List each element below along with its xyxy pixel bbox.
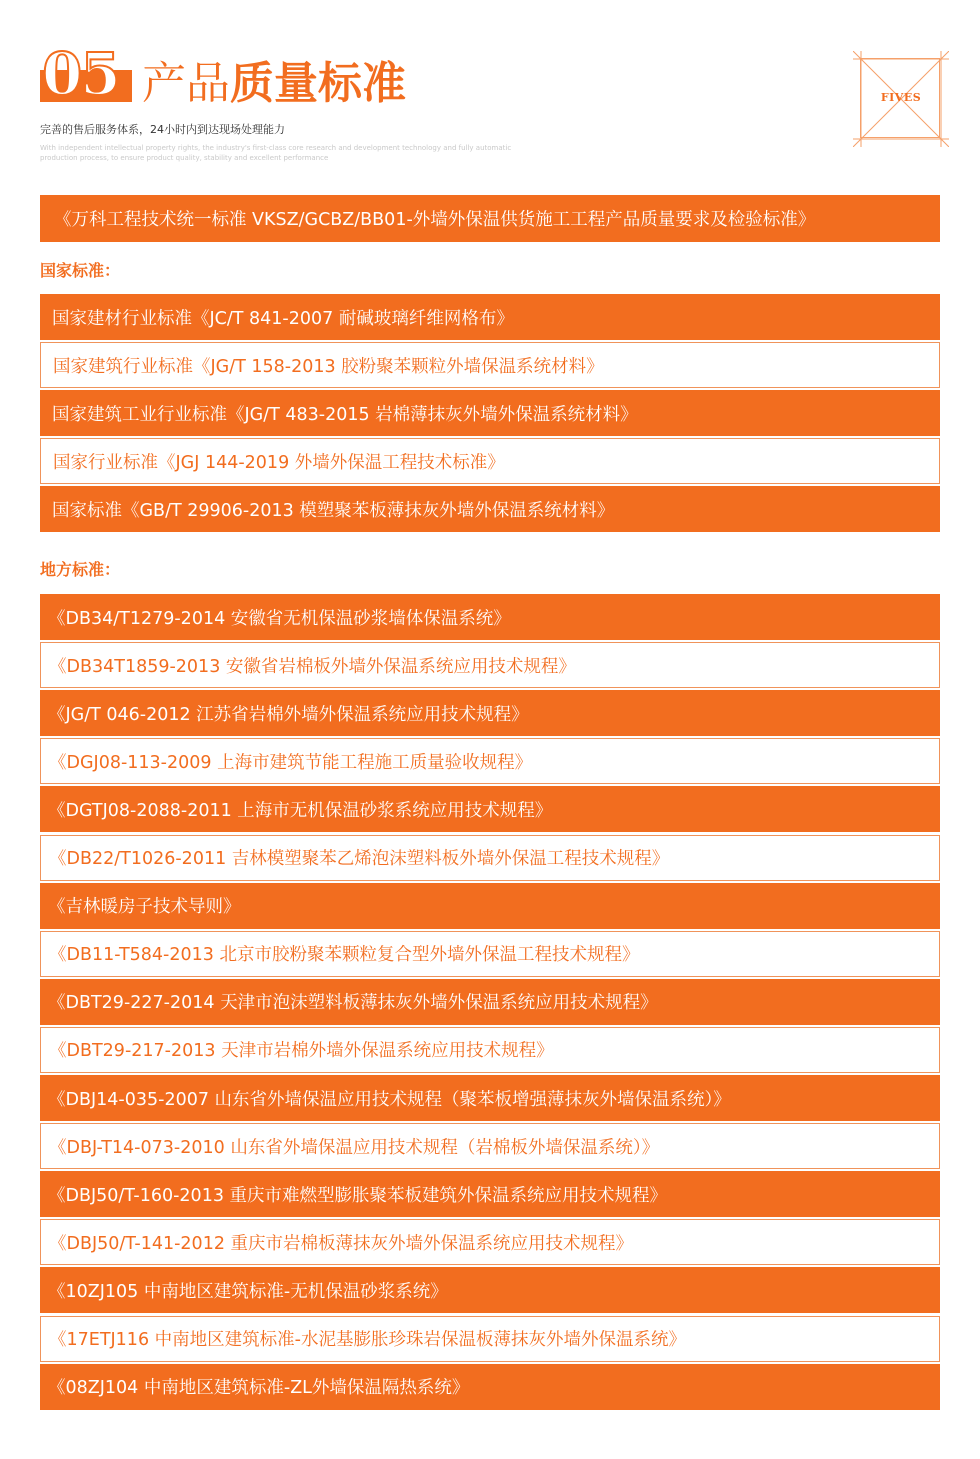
local-standard-row: 《DGJ08-113-2009 上海市建筑节能工程施工质量验收规程》 (40, 738, 940, 784)
local-standard-row: 《DB34T1859-2013 安徽省岩棉板外墙外保温系统应用技术规程》 (40, 642, 940, 688)
national-section-label: 国家标准： (40, 261, 121, 280)
local-standard-row: 《DBJ50/T-160-2013 重庆市难燃型膨胀聚苯板建筑外保温系统应用技术规程》 (40, 1171, 940, 1217)
page-subtitle: 完善的售后服务体系，24小时内到达现场处理能力 (40, 123, 285, 136)
local-standard-row: 《10ZJ105 中南地区建筑标准-无机保温砂浆系统》 (40, 1267, 940, 1313)
local-standard-row: 《DB34/T1279-2014 安徽省无机保温砂浆墙体保温系统》 (40, 594, 940, 640)
top-standard-row: 《万科工程技术统一标准 VKSZ/GCBZ/BB01-外墙外保温供货施工工程产品质量要求及检验标准》 (40, 195, 940, 242)
page-header (0, 0, 980, 180)
local-standard-row: 《08ZJ104 中南地区建筑标准-ZL外墙保温隔热系统》 (40, 1364, 940, 1410)
local-standard-row: 《DB22/T1026-2011 吉林模塑聚苯乙烯泡沫塑料板外墙外保温工程技术规程》 (40, 835, 940, 881)
english-description: With independent intellectual property rights, the industry's first-class core research and development technology and fully automatic production process, to ensure product quality, stability and excellent performance (40, 144, 512, 162)
local-section-label: 地方标准： (40, 560, 121, 579)
local-standard-row: 《吉林暖房子技术导则》 (40, 883, 940, 929)
national-standard-row: 国家建筑工业行业标准《JG/T 483-2015 岩棉薄抹灰外墙外保温系统材料》 (40, 390, 940, 436)
local-standard-row: 《17ETJ116 中南地区建筑标准-水泥基膨胀珍珠岩保温板薄抹灰外墙外保温系统》 (40, 1316, 940, 1362)
national-standard-row: 国家行业标准《JGJ 144-2019 外墙外保温工程技术标准》 (40, 438, 940, 484)
local-standard-row: 《DBT29-227-2014 天津市泡沫塑料板薄抹灰外墙外保温系统应用技术规程》 (40, 979, 940, 1025)
section-number-badge (40, 40, 132, 108)
logo-text: FIVES (880, 91, 922, 104)
section-number: 05 (42, 40, 119, 108)
title-thin: 产品 (142, 58, 230, 109)
local-standard-row: 《DBJ14-035-2007 山东省外墙保温应用技术规程（聚苯板增强薄抹灰外墙保温系统）》 (40, 1075, 940, 1121)
page-title (142, 56, 406, 112)
local-standard-row: 《DB11-T584-2013 北京市胶粉聚苯颗粒复合型外墙外保温工程技术规程》 (40, 931, 940, 977)
local-standard-row: 《DBJ-T14-073-2010 山东省外墙保温应用技术规程（岩棉板外墙保温系统）》 (40, 1123, 940, 1169)
fives-logo (860, 58, 940, 138)
national-standard-row: 国家建筑行业标准《JG/T 158-2013 胶粉聚苯颗粒外墙保温系统材料》 (40, 342, 940, 388)
local-standard-row: 《DGTJ08-2088-2011 上海市无机保温砂浆系统应用技术规程》 (40, 786, 940, 832)
title-bold: 质量标准 (230, 58, 406, 109)
local-standard-row: 《DBJ50/T-141-2012 重庆市岩棉板薄抹灰外墙外保温系统应用技术规程》 (40, 1219, 940, 1265)
national-standard-row: 国家建材行业标准《JC/T 841-2007 耐碱玻璃纤维网格布》 (40, 294, 940, 340)
local-standard-row: 《JG/T 046-2012 江苏省岩棉外墙外保温系统应用技术规程》 (40, 690, 940, 736)
local-standard-row: 《DBT29-217-2013 天津市岩棉外墙外保温系统应用技术规程》 (40, 1027, 940, 1073)
national-standard-row: 国家标准《GB/T 29906-2013 模塑聚苯板薄抹灰外墙外保温系统材料》 (40, 486, 940, 532)
